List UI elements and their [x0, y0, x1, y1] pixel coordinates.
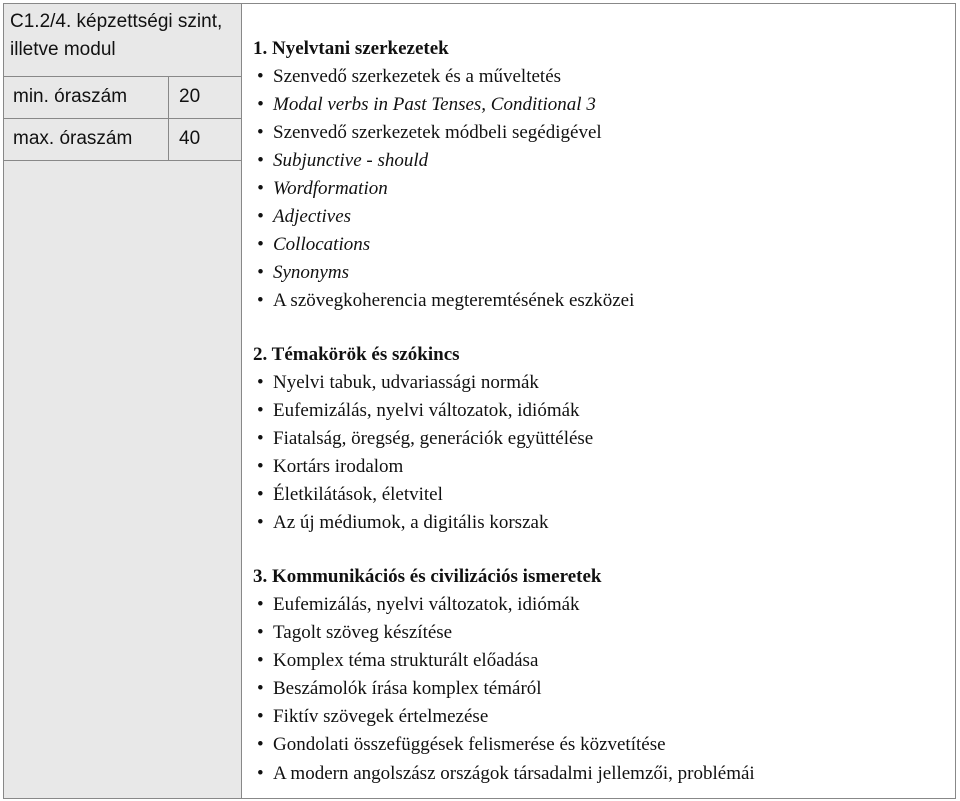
section-grammar	[253, 35, 955, 315]
max-hours-row	[4, 119, 241, 161]
content-column	[253, 35, 955, 789]
list-item: • Beszámolók írása komplex témáról	[253, 675, 955, 703]
section-list	[253, 63, 955, 315]
list-item: • Eufemizálás, nyelvi változatok, idiómák	[253, 591, 955, 619]
list-item: • Szenvedő szerkezetek módbeli segédigével	[253, 119, 955, 147]
list-item: • Wordformation	[253, 175, 955, 203]
list-item: • Gondolati összefüggések felismerése és közvetítése	[253, 731, 955, 759]
list-item: • Synonyms	[253, 259, 955, 287]
list-item: • Fiatalság, öregség, generációk együttélése	[253, 425, 955, 453]
min-hours-row	[4, 77, 241, 119]
list-item: • A modern angolszász országok társadalmi jellemzői, problémái	[253, 759, 955, 789]
section-gap	[253, 537, 955, 563]
list-item: • Collocations	[253, 231, 955, 259]
list-item: • A szövegkoherencia megteremtésének eszközei	[253, 287, 955, 315]
section-list	[253, 591, 955, 789]
list-item: • Modal verbs in Past Tenses, Conditional 3	[253, 91, 955, 119]
section-heading: 3. Kommunikációs és civilizációs ismeretek	[253, 566, 602, 587]
module-title: C1.2/4. képzettségi szint, illetve modul	[4, 4, 241, 77]
list-item: • Tagolt szöveg készítése	[253, 619, 955, 647]
module-info-empty	[4, 161, 241, 798]
section-communication	[253, 563, 955, 789]
min-hours-value: 20	[179, 86, 201, 107]
section-topics	[253, 341, 955, 537]
list-item: • Subjunctive - should	[253, 147, 955, 175]
min-hours-label: min. óraszám	[13, 86, 128, 107]
list-item: • Kortárs irodalom	[253, 453, 955, 481]
section-heading: 2. Témakörök és szókincs	[253, 344, 460, 365]
list-item: • Fiktív szövegek értelmezése	[253, 703, 955, 731]
list-item: • Az új médiumok, a digitális korszak	[253, 509, 955, 537]
list-item: • Nyelvi tabuk, udvariassági normák	[253, 369, 955, 397]
module-info-column	[4, 4, 242, 798]
max-hours-label: max. óraszám	[13, 128, 133, 149]
max-hours-value: 40	[179, 128, 201, 149]
list-item: • Eufemizálás, nyelvi változatok, idiómák	[253, 397, 955, 425]
list-item: • Adjectives	[253, 203, 955, 231]
cell-divider	[168, 119, 169, 160]
module-table	[3, 3, 956, 799]
cell-divider	[168, 77, 169, 118]
list-item: • Életkilátások, életvitel	[253, 481, 955, 509]
section-list	[253, 369, 955, 537]
list-item: • Szenvedő szerkezetek és a műveltetés	[253, 63, 955, 91]
list-item: • Komplex téma strukturált előadása	[253, 647, 955, 675]
section-gap	[253, 315, 955, 341]
section-heading: 1. Nyelvtani szerkezetek	[253, 38, 449, 59]
